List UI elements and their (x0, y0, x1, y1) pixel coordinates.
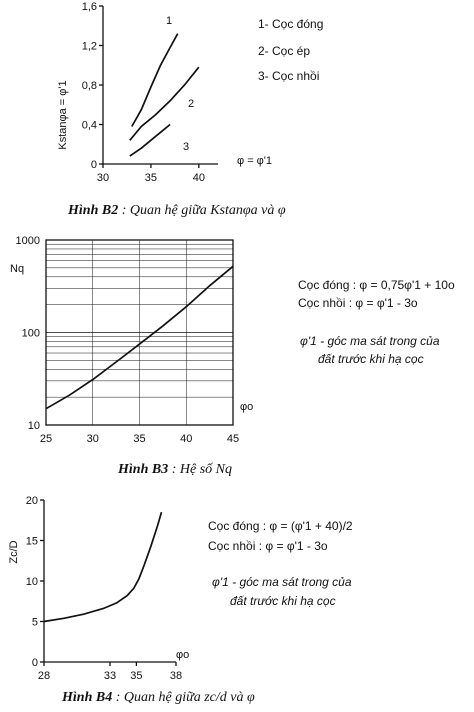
b4-curves (44, 512, 162, 621)
b3-x-tick-45: 45 (226, 433, 240, 445)
b2-caption (67, 203, 286, 218)
b2-y-tick-0-4: 0,4 (81, 119, 97, 132)
b2-y-tick-0: 0 (90, 159, 97, 171)
b4-series-line-1 (44, 512, 162, 621)
b3-y-tick-1000: 1000 (15, 235, 40, 247)
b2-legend-item-1: 1- Cọc đóng (258, 17, 324, 31)
figure-b4 (8, 495, 353, 705)
b3-note-phi-definition-cont: đất trước khi hạ cọc (318, 352, 424, 366)
b3-note-coc-nhoi: Cọc nhồi : φ = φ'1 - 3o (298, 296, 418, 310)
b3-log-grid (46, 240, 233, 425)
b3-x-tick-40: 40 (180, 433, 193, 445)
b3-y-axis-label: Nq (10, 263, 25, 275)
b3-x-tick-35: 35 (133, 433, 146, 445)
b2-curve-label-3: 3 (182, 141, 190, 153)
b3-x-tick-25: 25 (39, 433, 53, 445)
b3-notes (298, 278, 455, 366)
b2-x-tick-40: 40 (192, 172, 205, 184)
b3-caption-text: : Hệ số Nq (171, 462, 232, 477)
b2-curve-label-1: 1 (165, 15, 173, 27)
b2-x-tick-labels (97, 164, 205, 184)
b4-caption (61, 690, 255, 705)
b3-note-coc-dong: Cọc đóng : φ = 0,75φ'1 + 10o (298, 278, 455, 292)
b3-x-tick-30: 30 (86, 433, 99, 445)
b4-caption-text: : Quan hệ giữa zc/d và φ (115, 690, 255, 705)
b2-x-axis-label: φ = φ'1 (237, 155, 273, 167)
b3-x-axis-label: φo (240, 401, 254, 413)
figure-b3 (10, 235, 455, 477)
b4-y-tick-0: 0 (31, 657, 38, 669)
b2-axes (103, 6, 218, 164)
b4-note-coc-dong: Cọc đóng : φ = (φ'1 + 40)/2 (208, 519, 353, 533)
b4-notes (208, 519, 353, 608)
b4-axes (44, 500, 176, 662)
b4-note-coc-nhoi: Cọc nhồi : φ = φ'1 - 3o (208, 539, 328, 553)
b4-y-axis-label: Zc/D (8, 540, 20, 564)
b2-caption-text: : Quan hệ giữa Kstanφa và φ (121, 203, 286, 218)
b4-y-tick-10: 10 (25, 576, 38, 588)
figure-b2 (57, 1, 323, 218)
b2-curves (130, 34, 199, 156)
b2-y-tick-labels (82, 1, 103, 171)
b2-y-tick-1-6: 1,6 (81, 1, 97, 13)
b2-legend (258, 17, 323, 83)
b4-note-phi-definition-cont: đất trước khi hạ cọc (230, 594, 336, 608)
b4-y-tick-15: 15 (25, 535, 38, 548)
b4-y-tick-20: 20 (25, 495, 38, 507)
b4-x-tick-33: 33 (103, 670, 117, 682)
b4-x-tick-labels (38, 662, 182, 682)
b4-x-tick-35: 35 (130, 670, 143, 682)
b4-x-axis-label: φo (176, 649, 190, 661)
b2-legend-item-2: 2- Cọc ép (258, 44, 311, 58)
b2-y-axis-label: Kstanφa = φ'1 (57, 80, 69, 150)
b2-y-tick-1-2: 1,2 (81, 40, 97, 53)
b4-caption-label: Hình B4 (62, 690, 113, 705)
b3-note-phi-definition: φ'1 - góc ma sát trong của (300, 334, 440, 348)
b3-y-tick-100: 100 (21, 327, 40, 340)
b3-caption-label: Hình B3 (118, 462, 169, 477)
b2-series-line-3 (130, 125, 170, 157)
b4-x-tick-28: 28 (37, 670, 51, 682)
b2-series-line-1 (132, 34, 178, 127)
b4-note-phi-definition: φ'1 - góc ma sát trong của (212, 575, 352, 589)
b2-x-tick-35: 35 (144, 172, 158, 184)
b2-legend-item-3: 3- Cọc nhồi (258, 69, 320, 83)
b2-curve-label-2: 2 (187, 98, 195, 110)
b2-x-tick-30: 30 (96, 172, 110, 184)
b3-y-tick-10: 10 (27, 420, 40, 432)
b4-y-tick-5: 5 (31, 616, 38, 629)
b2-caption-label: Hình B2 (68, 203, 119, 218)
b4-x-tick-38: 38 (169, 670, 183, 682)
b3-x-tick-labels (40, 433, 239, 445)
b3-caption (117, 462, 232, 477)
b4-y-tick-labels (26, 495, 44, 669)
b2-y-tick-0-8: 0,8 (81, 80, 97, 92)
